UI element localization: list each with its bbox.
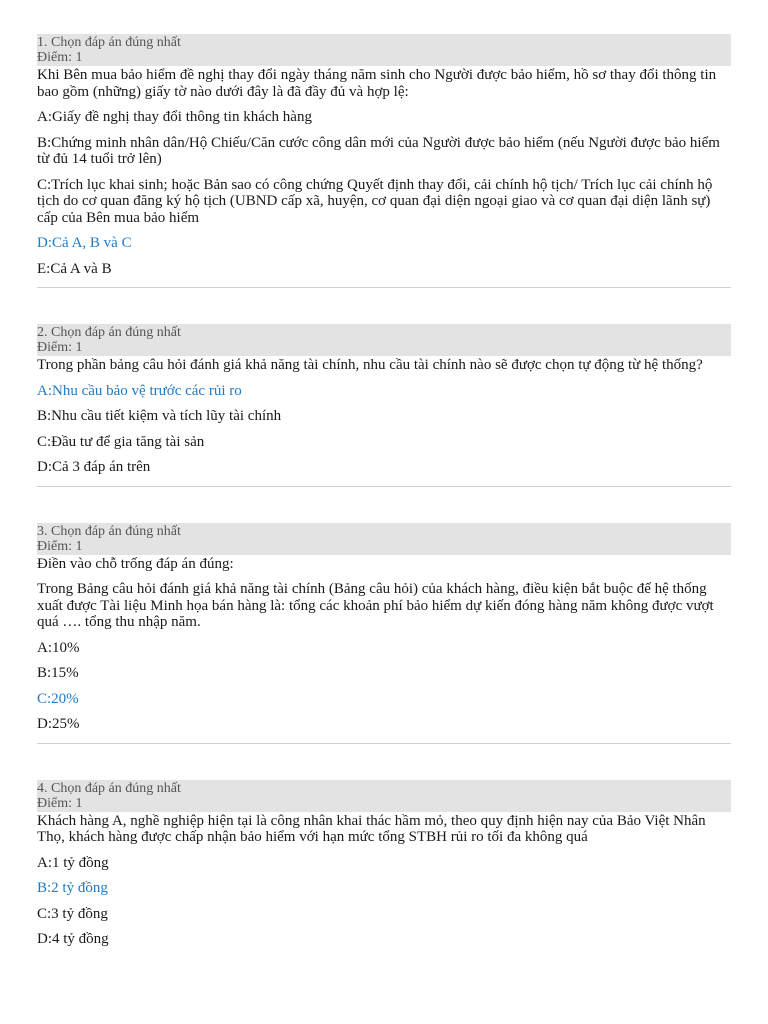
question-divider [37, 486, 731, 487]
question-divider [37, 743, 731, 744]
option-d[interactable]: D:4 tỷ đồng [37, 931, 109, 947]
option-c[interactable]: C:3 tỷ đồng [37, 905, 108, 922]
question-title: 4. Chọn đáp án đúng nhất [37, 780, 181, 796]
question-2 [37, 324, 731, 476]
option-c[interactable]: C:Trích lục khai sinh; hoặc Bản sao có công chứng Quyết định thay đổi, cải chính hộ tịch/ Trích lục cải chính hộ tịch do cơ quan đăng ký hộ tịch (UBND cấp xã, huyện, cơ quan đại diện ngoại giao và cơ quan đại diện lãnh sự) cấp của Bên mua bảo hiểm [37, 176, 713, 226]
question-text: Khi Bên mua bảo hiểm đề nghị thay đổi ngày tháng năm sinh cho Người được bảo hiểm, hồ sơ thay đổi thông tin bao gồm (những) giấy tờ nào dưới đây là đã đầy đủ và hợp lệ: [37, 67, 717, 100]
question-header [37, 780, 731, 812]
question-header [37, 523, 731, 555]
option-a-correct[interactable]: A:Nhu cầu bảo vệ trước các rủi ro [37, 382, 242, 399]
question-score: Điểm: 1 [37, 795, 83, 811]
option-a[interactable]: A:Giấy đề nghị thay đổi thông tin khách hàng [37, 109, 312, 125]
question-divider [37, 287, 731, 288]
question-3 [37, 523, 731, 733]
option-a[interactable]: A:10% [37, 639, 80, 656]
question-text: Điền vào chỗ trống đáp án đúng: [37, 555, 234, 572]
question-text: Trong Bảng câu hỏi đánh giá khả năng tài chính (Bảng câu hỏi) của khách hàng, điều kiện bắt buộc để hệ thống xuất được Tài liệu Minh họa bán hàng là: tổng các khoản phí bảo hiểm dự kiến đóng hàng năm không được vượt quá …. tổng thu nhập năm. [37, 581, 714, 630]
option-b[interactable]: B:Nhu cầu tiết kiệm và tích lũy tài chính [37, 408, 282, 424]
question-text: Trong phần bảng câu hỏi đánh giá khả năng tài chính, nhu cầu tài chính nào sẽ được chọn tự động từ hệ thống? [37, 357, 703, 373]
question-score: Điểm: 1 [37, 538, 83, 554]
option-e[interactable]: E:Cả A và B [37, 260, 112, 277]
option-a[interactable]: A:1 tỷ đồng [37, 854, 109, 871]
question-title: 1. Chọn đáp án đúng nhất [37, 35, 181, 50]
question-4 [37, 780, 731, 948]
option-c[interactable]: C:Đầu tư để gia tăng tài sản [37, 433, 205, 450]
question-1 [37, 34, 731, 277]
question-score: Điểm: 1 [37, 50, 83, 65]
question-text: Khách hàng A, nghề nghiệp hiện tại là công nhân khai thác hầm mỏ, theo quy định hiện nay của Bảo Việt Nhân Thọ, khách hàng được chấp nhận bảo hiểm với hạn mức tổng STBH rủi ro tối đa không quá [37, 812, 706, 845]
question-score: Điểm: 1 [37, 340, 83, 355]
option-d-correct[interactable]: D:Cả A, B và C [37, 235, 132, 251]
option-b[interactable]: B:Chứng minh nhân dân/Hộ Chiếu/Căn cước công dân mới của Người được bảo hiểm (nếu Người được bảo hiểm từ đủ 14 tuổi trở lên) [37, 134, 720, 167]
option-d[interactable]: D:25% [37, 716, 80, 732]
option-d[interactable]: D:Cả 3 đáp án trên [37, 459, 151, 475]
option-b-correct[interactable]: B:2 tỷ đồng [37, 880, 108, 896]
question-header [37, 324, 731, 356]
question-title: 3. Chọn đáp án đúng nhất [37, 523, 181, 539]
question-title: 2. Chọn đáp án đúng nhất [37, 325, 181, 340]
question-header [37, 34, 731, 66]
option-c-correct[interactable]: C:20% [37, 690, 79, 707]
option-b[interactable]: B:15% [37, 665, 79, 681]
